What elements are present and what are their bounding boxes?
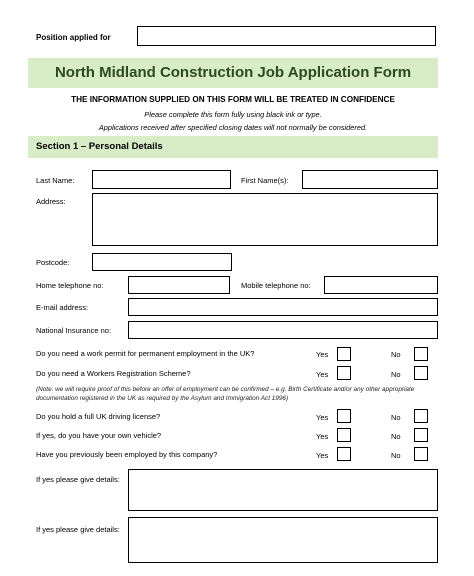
- last-name-input[interactable]: [92, 170, 231, 189]
- proof-note-line-1: (Note: we will require proof of this before an offer of employment can be confirmed – e.g. Birth Certificate and/or any other appropriate: [36, 386, 415, 393]
- title-banner: [28, 58, 438, 88]
- previous-no-checkbox[interactable]: [414, 447, 428, 461]
- postcode-input[interactable]: [92, 253, 232, 271]
- instruction-note-2: Applications received after specified closing dates will not normally be considered.: [98, 123, 368, 132]
- vehicle-question: If yes, do you have your own vehicle?: [36, 431, 162, 440]
- previous-employment-question: Have you previously been employed by this company?: [36, 450, 218, 459]
- driving-yes-label: Yes: [316, 413, 329, 422]
- mobile-phone-label: Mobile telephone no:: [241, 281, 311, 290]
- email-input[interactable]: [128, 298, 438, 316]
- postcode-label: Postcode:: [36, 258, 70, 267]
- section-1-title: Section 1 – Personal Details: [36, 141, 163, 152]
- last-name-label: Last Name:: [36, 176, 75, 185]
- previous-yes-checkbox[interactable]: [337, 447, 351, 461]
- registration-yes-label: Yes: [316, 370, 329, 379]
- ni-label: National Insurance no:: [36, 326, 112, 335]
- email-label: E-mail address:: [36, 303, 89, 312]
- previous-yes-label: Yes: [316, 451, 329, 460]
- work-permit-no-checkbox[interactable]: [414, 347, 428, 361]
- vehicle-no-label: No: [391, 432, 401, 441]
- address-input[interactable]: [92, 193, 438, 246]
- position-applied-label: Position applied for: [36, 33, 111, 42]
- details-2-label: If yes please give details:: [36, 525, 120, 534]
- registration-yes-checkbox[interactable]: [337, 366, 351, 380]
- home-phone-label: Home telephone no:: [36, 281, 104, 290]
- mobile-phone-input[interactable]: [324, 276, 438, 294]
- instruction-note-1: Please complete this form fully using black ink or type.: [144, 110, 322, 119]
- form-title: North Midland Construction Job Application Form: [54, 64, 412, 81]
- section-1-banner: [28, 136, 438, 158]
- confidence-notice: THE INFORMATION SUPPLIED ON THIS FORM WILL BE TREATED IN CONFIDENCE: [71, 95, 395, 104]
- vehicle-yes-checkbox[interactable]: [337, 428, 351, 442]
- details-2-input[interactable]: [128, 517, 438, 563]
- proof-note-line-2: documentation registered in the UK as required by the Asylum and Immigration Act 1996): [36, 395, 289, 402]
- first-names-input[interactable]: [302, 170, 438, 189]
- home-phone-input[interactable]: [128, 276, 230, 294]
- registration-no-checkbox[interactable]: [414, 366, 428, 380]
- work-permit-question: Do you need a work permit for permanent employment in the UK?: [36, 349, 255, 358]
- details-1-label: If yes please give details:: [36, 475, 120, 484]
- driving-no-label: No: [391, 413, 401, 422]
- previous-no-label: No: [391, 451, 401, 460]
- vehicle-yes-label: Yes: [316, 432, 329, 441]
- work-permit-no-label: No: [391, 350, 401, 359]
- first-names-label: First Name(s):: [241, 176, 289, 185]
- driving-question: Do you hold a full UK driving license?: [36, 412, 161, 421]
- registration-question: Do you need a Workers Registration Scheme?: [36, 369, 191, 378]
- position-applied-input[interactable]: [137, 26, 436, 46]
- registration-no-label: No: [391, 370, 401, 379]
- address-label: Address:: [36, 197, 66, 206]
- ni-input[interactable]: [128, 321, 438, 339]
- vehicle-no-checkbox[interactable]: [414, 428, 428, 442]
- work-permit-yes-label: Yes: [316, 350, 329, 359]
- work-permit-yes-checkbox[interactable]: [337, 347, 351, 361]
- driving-yes-checkbox[interactable]: [337, 409, 351, 423]
- driving-no-checkbox[interactable]: [414, 409, 428, 423]
- details-1-input[interactable]: [128, 469, 438, 511]
